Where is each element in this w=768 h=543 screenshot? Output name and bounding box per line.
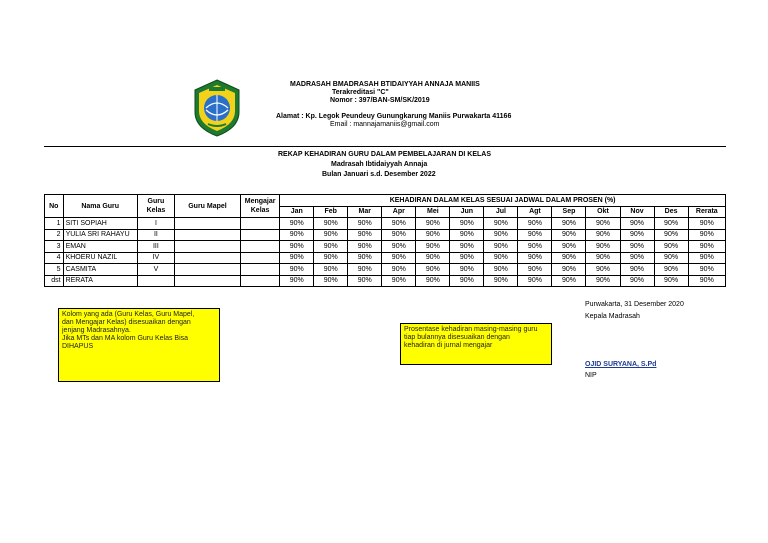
madrasah-logo-icon	[192, 78, 242, 138]
attendance-cell: 90%	[620, 241, 654, 253]
teacher-name: SITI SOPIAH	[63, 218, 137, 230]
attendance-cell: 90%	[654, 241, 688, 253]
attendance-cell: 90%	[518, 229, 552, 241]
table-row	[45, 275, 726, 287]
attendance-table	[44, 194, 726, 287]
attendance-cell: 90%	[416, 252, 450, 264]
month-header: Jun	[450, 206, 484, 218]
note-line: DIHAPUS	[62, 343, 94, 350]
teacher-name: CASMITA	[63, 264, 137, 276]
teach-class-cell	[241, 275, 280, 287]
month-header: Agt	[518, 206, 552, 218]
email: Email : mannajamaniis@gmail.com	[330, 121, 440, 128]
attendance-cell: 90%	[688, 264, 725, 276]
row-number: 5	[45, 264, 64, 276]
class-cell: II	[137, 229, 174, 241]
attendance-cell: 90%	[280, 252, 314, 264]
teach-class-cell	[241, 241, 280, 253]
attendance-cell: 90%	[586, 252, 620, 264]
month-header: Des	[654, 206, 688, 218]
attendance-group-header: KEHADIRAN DALAM KELAS SESUAI JADWAL DALAM PROSEN (%)	[280, 195, 726, 207]
subject-cell	[174, 241, 240, 253]
teacher-name: KHOERU NAZIL	[63, 252, 137, 264]
col-class-header: Guru Kelas	[137, 195, 174, 218]
table-row	[45, 252, 726, 264]
attendance-cell: 90%	[348, 252, 382, 264]
address: Alamat : Kp. Legok Peundeuy Gunungkarung Maniis Purwakarta 41166	[276, 113, 512, 120]
col-subject-header: Guru Mapel	[174, 195, 240, 218]
month-header: Sep	[552, 206, 586, 218]
teacher-name: YULIA SRI RAHAYU	[63, 229, 137, 241]
attendance-cell: 90%	[348, 229, 382, 241]
attendance-cell: 90%	[314, 229, 348, 241]
note-percentage-info	[400, 323, 552, 365]
attendance-cell: 90%	[620, 229, 654, 241]
teacher-name: RERATA	[63, 275, 137, 287]
attendance-cell: 90%	[484, 229, 518, 241]
class-cell: V	[137, 264, 174, 276]
attendance-cell: 90%	[416, 264, 450, 276]
attendance-cell: 90%	[450, 218, 484, 230]
attendance-cell: 90%	[654, 275, 688, 287]
attendance-cell: 90%	[552, 252, 586, 264]
col-no-header: No	[45, 195, 64, 218]
table-row	[45, 264, 726, 276]
attendance-cell: 90%	[586, 275, 620, 287]
attendance-cell: 90%	[654, 252, 688, 264]
attendance-cell: 90%	[348, 241, 382, 253]
signature-nip: NIP	[585, 372, 597, 379]
attendance-cell: 90%	[280, 275, 314, 287]
row-number: 3	[45, 241, 64, 253]
attendance-cell: 90%	[450, 264, 484, 276]
attendance-cell: 90%	[620, 275, 654, 287]
attendance-cell: 90%	[348, 218, 382, 230]
attendance-cell: 90%	[450, 252, 484, 264]
attendance-cell: 90%	[450, 275, 484, 287]
attendance-cell: 90%	[552, 241, 586, 253]
class-cell: IV	[137, 252, 174, 264]
attendance-cell: 90%	[382, 218, 416, 230]
subject-cell	[174, 264, 240, 276]
row-number: dst	[45, 275, 64, 287]
attendance-cell: 90%	[484, 264, 518, 276]
attendance-cell: 90%	[552, 264, 586, 276]
note-line: kehadiran di jurnal mengajar	[404, 342, 493, 349]
attendance-cell: 90%	[314, 264, 348, 276]
attendance-cell: 90%	[382, 275, 416, 287]
attendance-cell: 90%	[416, 241, 450, 253]
table-body	[45, 218, 726, 287]
table-row	[45, 229, 726, 241]
signature-name: OJID SURYANA, S.Pd	[585, 361, 657, 368]
attendance-cell: 90%	[518, 241, 552, 253]
attendance-cell: 90%	[314, 218, 348, 230]
subject-cell	[174, 275, 240, 287]
signature-place-date: Purwakarta, 31 Desember 2020	[585, 301, 684, 308]
subject-cell	[174, 218, 240, 230]
class-cell: III	[137, 241, 174, 253]
note-line: Jika MTs dan MA kolom Guru Kelas Bisa	[62, 335, 189, 342]
attendance-cell: 90%	[382, 229, 416, 241]
attendance-cell: 90%	[688, 218, 725, 230]
attendance-cell: 90%	[620, 264, 654, 276]
attendance-cell: 90%	[280, 264, 314, 276]
attendance-cell: 90%	[450, 241, 484, 253]
attendance-cell: 90%	[620, 252, 654, 264]
attendance-cell: 90%	[382, 252, 416, 264]
accreditation: Terakreditasi "C"	[332, 89, 389, 96]
teach-class-cell	[241, 229, 280, 241]
attendance-cell: 90%	[586, 218, 620, 230]
class-cell	[137, 275, 174, 287]
attendance-cell: 90%	[484, 275, 518, 287]
attendance-cell: 90%	[552, 218, 586, 230]
attendance-cell: 90%	[654, 264, 688, 276]
attendance-cell: 90%	[552, 229, 586, 241]
month-header: Jul	[484, 206, 518, 218]
attendance-cell: 90%	[688, 275, 725, 287]
teach-class-cell	[241, 252, 280, 264]
col-teach-header: Mengajar Kelas	[241, 195, 280, 218]
row-number: 1	[45, 218, 64, 230]
attendance-cell: 90%	[518, 218, 552, 230]
attendance-cell: 90%	[450, 229, 484, 241]
attendance-cell: 90%	[348, 275, 382, 287]
note-line: dan Mengajar Kelas) disesuaikan dengan	[62, 319, 191, 326]
attendance-cell: 90%	[416, 275, 450, 287]
subject-cell	[174, 229, 240, 241]
month-header: Rerata	[688, 206, 725, 218]
attendance-cell: 90%	[654, 229, 688, 241]
attendance-cell: 90%	[552, 275, 586, 287]
attendance-cell: 90%	[688, 229, 725, 241]
signature-role: Kepala Madrasah	[585, 313, 640, 320]
month-header: Mar	[348, 206, 382, 218]
row-number: 2	[45, 229, 64, 241]
note-column-info	[58, 308, 220, 382]
attendance-cell: 90%	[484, 241, 518, 253]
note-line: tiap bulannya disesuaikan dengan	[404, 334, 510, 341]
attendance-cell: 90%	[688, 252, 725, 264]
attendance-cell: 90%	[348, 264, 382, 276]
month-header: Jan	[280, 206, 314, 218]
attendance-cell: 90%	[416, 229, 450, 241]
note-line: jenjang Madrasahnya.	[62, 327, 131, 334]
attendance-cell: 90%	[314, 252, 348, 264]
report-title: REKAP KEHADIRAN GURU DALAM PEMBELAJARAN DI KELAS	[278, 151, 491, 158]
attendance-cell: 90%	[484, 252, 518, 264]
attendance-cell: 90%	[280, 218, 314, 230]
col-name-header: Nama Guru	[63, 195, 137, 218]
month-header: Okt	[586, 206, 620, 218]
decree-number: Nomor : 397/BAN-SM/SK/2019	[330, 97, 430, 104]
attendance-cell: 90%	[484, 218, 518, 230]
institution-name: MADRASAH BMADRASAH BTIDAIYYAH ANNAJA MANIIS	[290, 81, 480, 88]
month-header: Apr	[382, 206, 416, 218]
attendance-cell: 90%	[586, 229, 620, 241]
attendance-cell: 90%	[620, 218, 654, 230]
report-school: Madrasah Ibtidaiyyah Annaja	[331, 161, 428, 168]
attendance-cell: 90%	[280, 241, 314, 253]
attendance-cell: 90%	[518, 252, 552, 264]
attendance-cell: 90%	[314, 275, 348, 287]
note-line: Kolom yang ada (Guru Kelas, Guru Mapel,	[62, 311, 195, 318]
attendance-cell: 90%	[382, 264, 416, 276]
attendance-cell: 90%	[654, 218, 688, 230]
teacher-name: EMAN	[63, 241, 137, 253]
attendance-cell: 90%	[416, 218, 450, 230]
header-divider	[44, 146, 726, 147]
subject-cell	[174, 252, 240, 264]
table-row	[45, 218, 726, 230]
row-number: 4	[45, 252, 64, 264]
table-row	[45, 241, 726, 253]
attendance-cell: 90%	[314, 241, 348, 253]
class-cell: I	[137, 218, 174, 230]
report-period: Bulan Januari s.d. Desember 2022	[322, 171, 436, 178]
month-header: Mei	[416, 206, 450, 218]
attendance-cell: 90%	[518, 275, 552, 287]
attendance-cell: 90%	[280, 229, 314, 241]
month-header: Nov	[620, 206, 654, 218]
attendance-cell: 90%	[688, 241, 725, 253]
attendance-cell: 90%	[586, 264, 620, 276]
month-header: Feb	[314, 206, 348, 218]
table-header-row	[45, 195, 726, 207]
note-line: Prosentase kehadiran masing-masing guru	[404, 326, 538, 333]
attendance-cell: 90%	[382, 241, 416, 253]
attendance-cell: 90%	[518, 264, 552, 276]
teach-class-cell	[241, 264, 280, 276]
attendance-cell: 90%	[586, 241, 620, 253]
teach-class-cell	[241, 218, 280, 230]
